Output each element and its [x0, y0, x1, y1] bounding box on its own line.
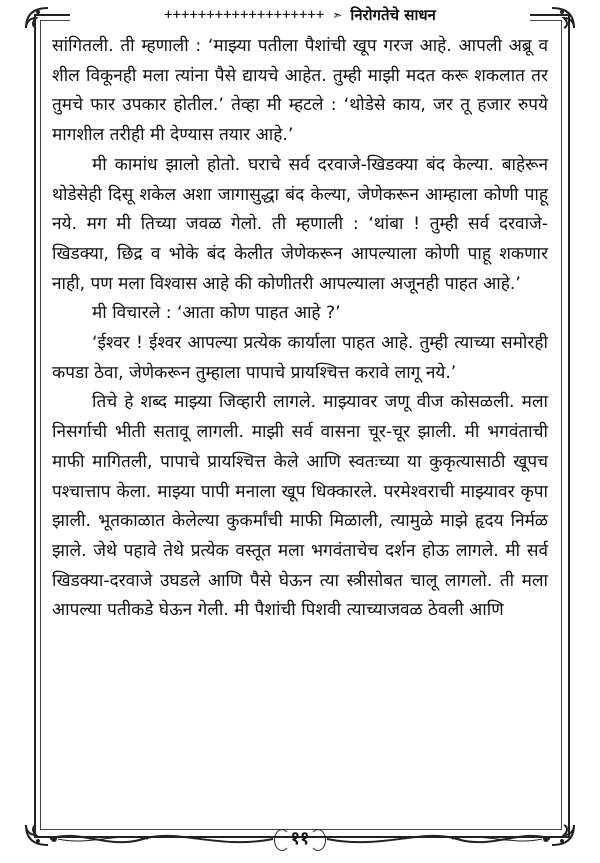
footer-flourish-icon [322, 826, 552, 852]
paragraph: मी विचारले : ‘आता कोण पाहत आहे ?’ [92, 303, 341, 324]
header-arrow-icon: ➣ [332, 8, 343, 22]
corner-ornament-icon [550, 4, 580, 34]
paragraph: मी कामांध झालो होतो. घराचे सर्व दरवाजे-खिडक्या बंद केल्या. बाहेरून थोडेसेही दिसू शकेल अशा जागासुद्धा बंद केल्या, जेणेकरून आम्हाला कोणी पाहू नये. मग मी तिच्या जवळ गेलो. ती म्हणाली : ‘थांबा ! तुम्ही सर्व दरवाजे-खिडक्या, छिद्र व भोके बंद केलीत जेणेकरून आपल्याला कोणी पाहू शकणार नाही, पण मला विश्वास आहे की कोणीतरी आपल्याला अजूनही पाहत आहे.’ [52, 154, 548, 294]
paragraph: ‘ईश्वर ! ईश्वर आपल्या प्रत्येक कार्याला पाहत आहे. तुम्ही त्याच्या समोरही कपडा ठेवा, जेणेकरून तुम्हाला पापाचे प्रायश्चित्त करावे लागू नये.’ [52, 333, 548, 383]
page-body [52, 32, 548, 626]
header-ornament: +++++++++++++++++++ [164, 7, 325, 23]
running-header [70, 4, 530, 26]
footer-flourish-icon [48, 826, 278, 852]
page-footer [0, 818, 600, 858]
corner-ornament-icon [20, 4, 50, 34]
paragraph: तिचे हे शब्द माझ्या जिव्हारी लागले. माझ्यावर जणू वीज कोसळली. मला निसर्गाची भीती सतावू लागली. माझी सर्व वासना चूर-चूर झाली. मी भगवंताची माफी मागितली, पापाचे प्रायश्चित्त केले आणि स्वतःच्या या कुकृत्यासाठी खूपच पश्चात्ताप केला. माझ्या पापी मनाला खूप धिक्कारले. परमेश्वराची माझ्यावर कृपा झाली. भूतकाळात केलेल्या कुकर्मांची माफी मिळाली, त्यामुळे माझे हृदय निर्मळ झाले. जेथे पहावे तेथे प्रत्येक वस्तूत मला भगवंताचेच दर्शन होऊ लागले. मी सर्व खिडक्या-दरवाजे उघडले आणि पैसे घेऊन त्या स्त्रीसोबत चालू लागलो. ती मला आपल्या पतीकडे घेऊन गेली. मी पैशांची पिशवी त्याच्याजवळ ठेवली आणि [52, 392, 548, 621]
header-title: निरोगतेचे साधन [350, 6, 436, 24]
paragraph: सांगितली. ती म्हणाली : ‘माझ्या पतीला पैशांची खूप गरज आहे. आपली अब्रू व शील विकूनही मला त्यांना पैसे द्यायचे आहेत. तुम्ही माझी मदत करू शकलात तर तुमचे फार उपकार होतील.’ तेव्हा मी म्हटले : ‘थोडेसे काय, जर तू हजार रुपये मागशील तरीही मी देण्यास तयार आहे.’ [52, 36, 548, 146]
page-number: ११ [270, 824, 330, 854]
